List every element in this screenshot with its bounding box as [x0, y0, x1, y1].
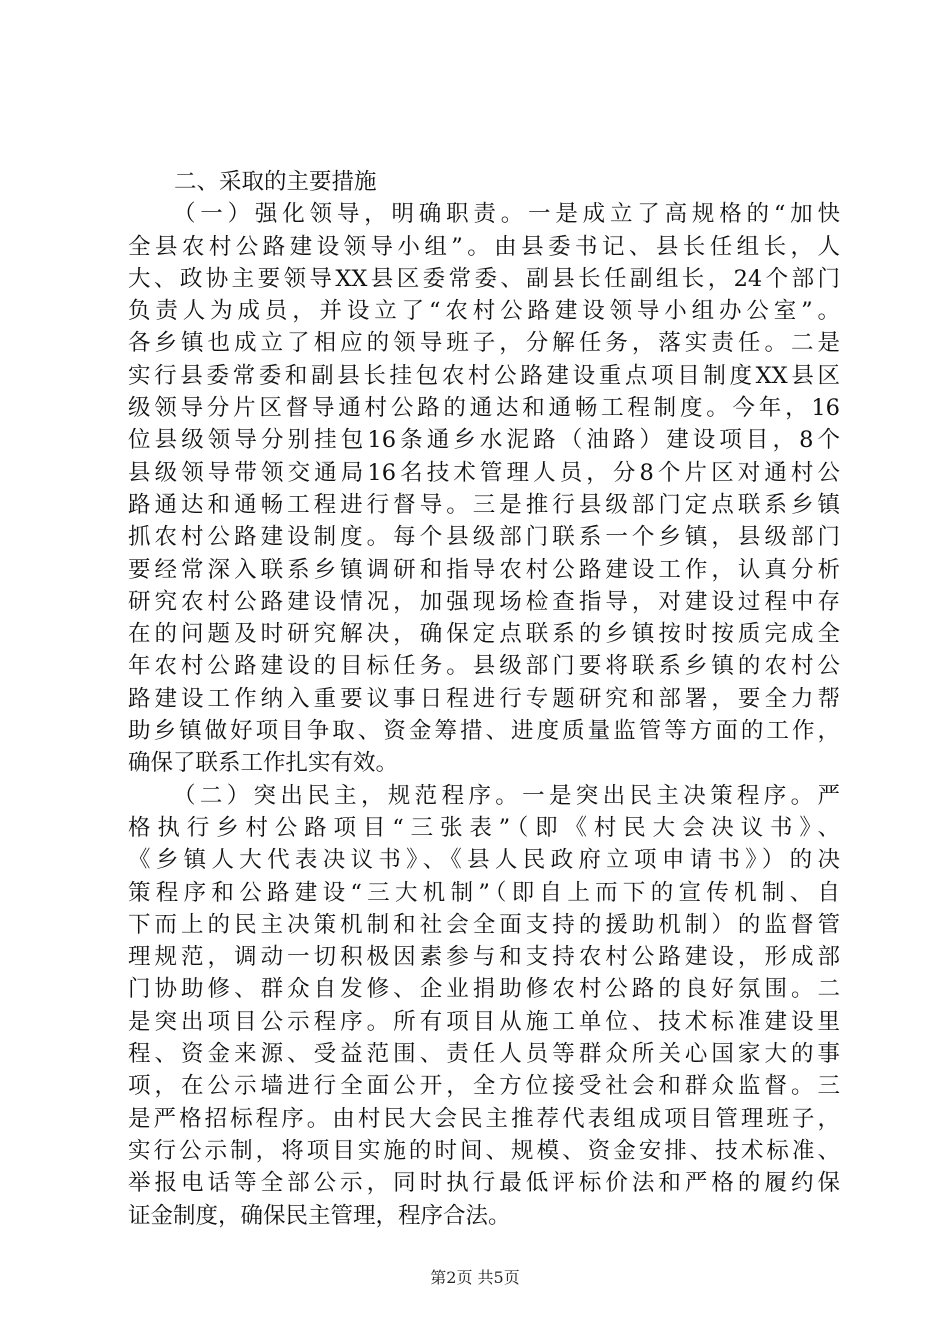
text-line: 级领导分片区督导通村公路的通达和通畅工程制度。今年，16 [128, 395, 840, 422]
text-line: 证金制度，确保民主管理，程序合法。 [128, 1202, 511, 1229]
text-line: 策程序和公路建设“三大机制”（即自上而下的宣传机制、自 [128, 879, 840, 906]
text-line: 路建设工作纳入重要议事日程进行专题研究和部署，要全力帮 [128, 685, 840, 712]
text-line: 在的问题及时研究解决，确保定点联系的乡镇按时按质完成全 [128, 621, 840, 648]
document-body [128, 166, 840, 1232]
text-line: 大、政协主要领导XX县区委常委、副县长任副组长，24个部门 [128, 265, 840, 292]
text-line: 研究农村公路建设情况，加强现场检查指导，对建设过程中存 [128, 588, 840, 615]
text-line: 举报电话等全部公示，同时执行最低评标价法和严格的履约保 [128, 1170, 840, 1197]
text-line: 助乡镇做好项目争取、资金筹措、进度质量监管等方面的工作， [128, 718, 840, 745]
text-line: 是突出项目公示程序。所有项目从施工单位、技术标准建设里 [128, 1008, 840, 1035]
text-line: 《乡镇人大代表决议书》、《县人民政府立项申请书》）的决 [128, 847, 840, 874]
text-line: 要经常深入联系乡镇调研和指导农村公路建设工作，认真分析 [128, 556, 840, 583]
text-line: 项，在公示墙进行全面公开，全方位接受社会和群众监督。三 [128, 1073, 840, 1100]
text-line: 各乡镇也成立了相应的领导班子，分解任务，落实责任。二是 [128, 330, 840, 357]
text-line: 格执行乡村公路项目“三张表”（即《村民大会决议书》、 [128, 814, 840, 841]
text-line: 路通达和通畅工程进行督导。三是推行县级部门定点联系乡镇 [128, 491, 840, 518]
text-line: 确保了联系工作扎实有效。 [128, 750, 399, 777]
text-line: （二）突出民主，规范程序。一是突出民主决策程序。严 [173, 782, 840, 809]
text-line: 程、资金来源、受益范围、责任人员等群众所关心国家大的事 [128, 1041, 840, 1068]
text-line: （一）强化领导，明确职责。一是成立了高规格的“加快 [173, 201, 840, 228]
text-line: 全县农村公路建设领导小组”。由县委书记、县长任组长，人 [128, 233, 840, 260]
text-line: 负责人为成员，并设立了“农村公路建设领导小组办公室”。 [128, 298, 840, 325]
text-line: 实行公示制，将项目实施的时间、规模、资金安排、技术标准、 [128, 1137, 840, 1164]
paragraph-leadership [128, 198, 840, 779]
text-line: 年农村公路建设的目标任务。县级部门要将联系乡镇的农村公 [128, 653, 840, 680]
text-line: 抓农村公路建设制度。每个县级部门联系一个乡镇，县级部门 [128, 524, 840, 551]
text-line: 门协助修、群众自发修、企业捐助修农村公路的良好氛围。二 [128, 976, 840, 1003]
paragraph-democracy [128, 780, 840, 1232]
text-line: 实行县委常委和副县长挂包农村公路建设重点项目制度XX县区 [128, 362, 840, 389]
text-line: 位县级领导分别挂包16条通乡水泥路（油路）建设项目，8个 [128, 427, 840, 454]
text-line: 是严格招标程序。由村民大会民主推荐代表组成项目管理班子， [128, 1105, 840, 1132]
text-line: 理规范，调动一切积极因素参与和支持农村公路建设，形成部 [128, 944, 840, 971]
text-line: 县级领导带领交通局16名技术管理人员，分8个片区对通村公 [128, 459, 840, 486]
section-heading: 二、采取的主要措施 [174, 169, 377, 195]
page-number: 第2页 共5页 [430, 1268, 520, 1287]
text-line: 下而上的民主决策机制和社会全面支持的援助机制）的监督管 [128, 911, 840, 938]
